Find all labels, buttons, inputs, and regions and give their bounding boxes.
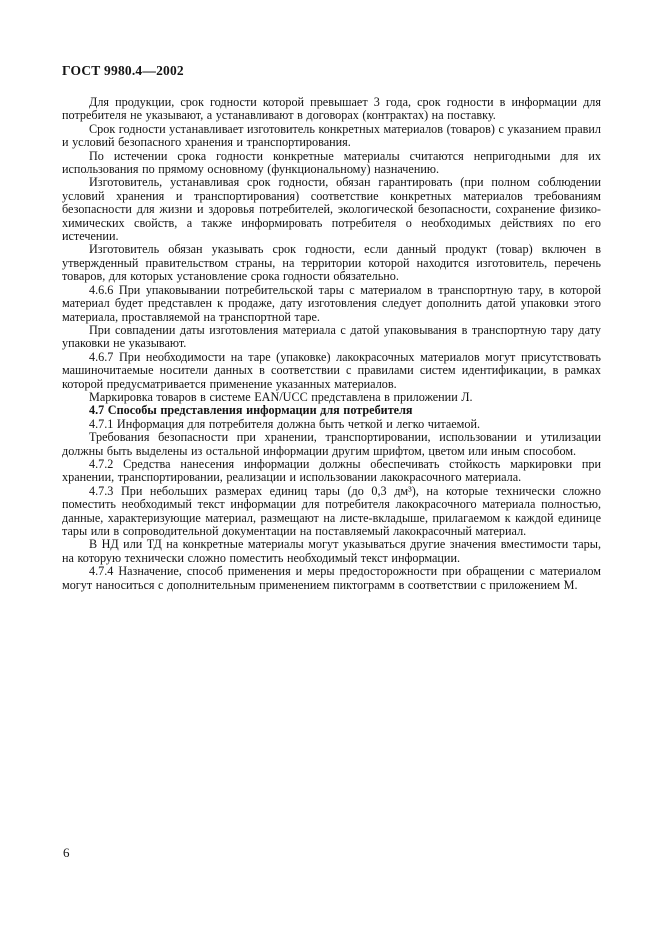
paragraph-clause-4-6-7: 4.6.7 При необходимости на таре (упаковке) лакокрасочных материалов могут присутствовать машиночитаемые носители данных в соответствии с правилами систем идентификации, в рамках которой предусматривается применение указанных материалов.	[62, 349, 601, 391]
paragraph: В НД или ТД на конкретные материалы могут указываться другие значения вместимости тары, на которую технически сложно поместить необходимый текст информации.	[62, 537, 601, 565]
paragraph: По истечении срока годности конкретные материалы считаются непригодными для их использования по прямому основному (функциональному) назначению.	[62, 148, 601, 177]
section-heading-4-7: 4.7 Способы представления информации для потребителя	[89, 403, 413, 418]
page-number: 6	[63, 845, 70, 860]
paragraph: Для продукции, срок годности которой превышает 3 года, срок годности в информации для потребителя не указывают, а устанавливают в договорах (контрактах) на поставку.	[62, 95, 601, 123]
document-header-standard-number: ГОСТ 9980.4—2002	[62, 63, 184, 78]
paragraph-clause-4-7-1: 4.7.1 Информация для потребителя должна быть четкой и легко читаемой.	[89, 416, 481, 431]
paragraph: Срок годности устанавливает изготовитель конкретных материалов (товаров) с указанием правил и условий безопасного хранения и транспортирования.	[62, 121, 601, 150]
paragraph: При совпадении даты изготовления материала с датой упаковывания в транспортную тару дату упаковки не указывают.	[62, 322, 601, 351]
paragraph: Изготовитель, устанавливая срок годности, обязан гарантировать (при полном соблюдении условий хранения и транспортирования) соответствие конкретных материалов требованиям безопасности для жизни и здоровья потребителей, экологической безопасности, сохранение физико-химических свойств, а также информировать потребителя о необходимых действиях по его истечении.	[62, 175, 601, 244]
paragraph-clause-4-7-2: 4.7.2 Средства нанесения информации должны обеспечивать стойкость маркировки при хранении, транспортировании, реализации и использовании лакокрасочного материала.	[62, 456, 601, 485]
paragraph: Изготовитель обязан указывать срок годности, если данный продукт (товар) включен в утвержденный правительством страны, на территории которой находится изготовитель, перечень товаров, для которых установление срока годности обязательно.	[62, 242, 601, 284]
paragraph-clause-4-6-6: 4.6.6 При упаковывании потребительской тары с материалом в транспортную тару, в которой материал будет представлен к продаже, дату изготовления следует дополнить датой упаковки этого материала, проставляемой на транспортной таре.	[62, 282, 601, 324]
paragraph-clause-4-7-3: 4.7.3 При небольших размерах единиц тары (до 0,3 дм³), на которые технически сложно поместить необходимый текст информации для потребителя лакокрасочного материала полностью, данные, характеризующие материал, размещают на листе-вкладыше, прилагаемом к каждой единице тары или в сопроводительной документации на поставляемый лакокрасочный материал.	[62, 483, 601, 538]
document-body	[62, 96, 601, 592]
paragraph: Маркировка товаров в системе EAN/UCC представлена в приложении Л.	[89, 389, 473, 404]
paragraph: Требования безопасности при хранении, транспортировании, использовании и утилизации должны быть выделены из остальной информации другим шрифтом, цветом или иным способом.	[62, 430, 601, 458]
paragraph-clause-4-7-4: 4.7.4 Назначение, способ применения и меры предосторожности при обращении с материалом могут наноситься с дополнительным применением пиктограмм в соответствии с приложением М.	[62, 564, 601, 592]
